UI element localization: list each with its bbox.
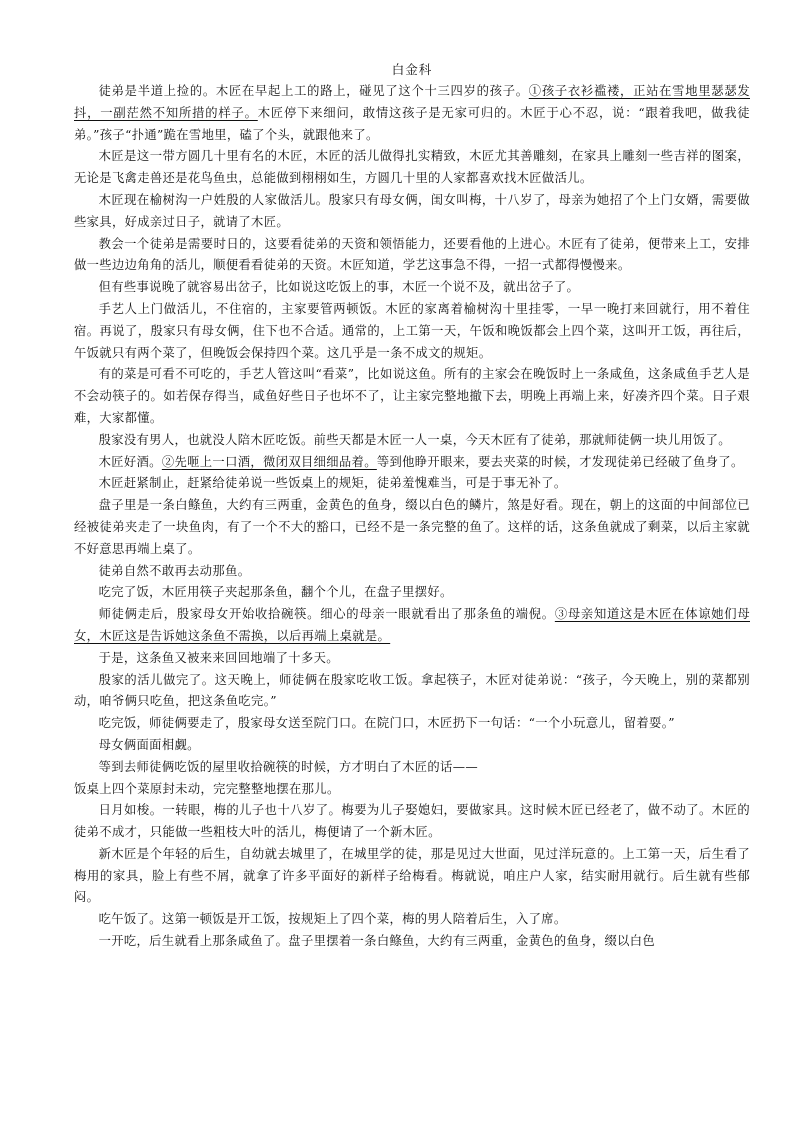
- text-run: 徒弟自然不敢再去动那鱼。: [98, 563, 251, 578]
- underlined-sentence: ③母亲知道这是木匠在体谅她们母女，木匠这是告诉她这条鱼不需换，以后再端上桌就是。: [74, 607, 750, 643]
- paragraph: [74, 364, 750, 429]
- article-title: 白金科: [391, 62, 433, 77]
- text-run: 但有些事说晚了就容易出岔子，比如说这吃饭上的事，木匠一个说不及，就出岔子了。: [98, 280, 580, 295]
- paragraph: [74, 146, 750, 190]
- text-run: 木匠赶紧制止，赶紧给徒弟说一些饭桌上的规矩，徒弟羞愧难当，可是于事无补了。: [98, 476, 567, 491]
- paragraph: [74, 495, 750, 560]
- text-run: 新木匠是个年轻的后生，自幼就去城里了，在城里学的徒，那是见过大世面，见过洋玩意的。上工第一天，后生看了梅用的家具，脸上有些不屑，就拿了许多平面好的新样子给梅看。梅就说，咱庄户人家，结实耐用就行。后生就有些郁闷。: [74, 846, 750, 905]
- text-run: 一开吃，后生就看上那条咸鱼了。盘子里摆着一条白鲦鱼，大约有三两重，金黄色的鱼身，缀以白色: [98, 934, 656, 949]
- text-run: 有的菜是可看不可吃的，手艺人管这叫“看菜”，比如说这鱼。所有的主家会在晚饭时上一条咸鱼，这条咸鱼手艺人是不会动筷子的。如若保存得当，咸鱼好些日子也坏不了，让主家完整地撤下去，明晚上再端上来，好凑齐四个菜。日子艰难，大家都懂。: [74, 367, 750, 425]
- text-run: 等到去师徒俩吃饭的屋里收拾碗筷的时候，方才明白了木匠的话——: [98, 759, 479, 774]
- text-run: 师徒俩走后，殷家母女开始收拾碗筷。细心的母亲一眼就看出了那条鱼的端倪。: [98, 607, 555, 622]
- paragraph: [74, 735, 750, 757]
- paragraph: [74, 452, 750, 474]
- paragraph: [74, 561, 750, 583]
- paragraph: [74, 234, 750, 278]
- underlined-sentence: ②先咂上一口酒，微闭双目细细品着。: [161, 454, 377, 469]
- text-run: 日月如梭。一转眼，梅的儿子也十八岁了。梅要为儿子娶媳妇，要做家具。这时候木匠已经老了，做不动了。木匠的徒弟不成才，只能做一些粗枝大叶的活儿，梅便请了一个新木匠。: [74, 803, 750, 840]
- paragraph: [74, 299, 750, 364]
- text-run: 吃完了饭，木匠用筷子夹起那条鱼，翻个个儿，在盘子里摆好。: [98, 585, 453, 600]
- paragraph: [74, 277, 750, 299]
- paragraph: [74, 81, 750, 146]
- text-run: 木匠是这一带方圆几十里有名的木匠，木匠的活儿做得扎实精致，木匠尤其善雕刻，在家具上雕刻一些吉祥的图案，无论是飞禽走兽还是花鸟鱼虫，总能做到栩栩如生，方圆几十里的人家都喜欢找木匠做活儿。: [74, 149, 750, 186]
- text-run: 木匠好酒。: [98, 454, 162, 469]
- text-run: 吃午饭了。这第一顿饭是开工饭，按规矩上了四个菜，梅的男人陪着后生，入了席。: [98, 912, 567, 927]
- paragraph: [74, 473, 750, 495]
- text-run: 吃完饭，师徒俩要走了，殷家母女送至院门口。在院门口，木匠扔下一句话：“一个小玩意儿，留着耍。”: [98, 716, 675, 731]
- article-body: [74, 81, 750, 953]
- paragraph: [74, 430, 750, 452]
- paragraph: [74, 670, 750, 714]
- text-run: 盘子里是一条白鲦鱼，大约有三两重，金黄色的鱼身，缀以白色的鳞片，煞是好看。现在，朝上的这面的中间部位已经被徒弟夹走了一块鱼肉，有了一个不大的豁口，已经不是一条完整的鱼了。这样的话，这条鱼就成了剩菜，以后主家就不好意思再端上桌了。: [74, 498, 750, 556]
- paragraph: [74, 757, 750, 779]
- paragraph: [74, 713, 750, 735]
- paragraph: [74, 800, 750, 844]
- paragraph: [74, 582, 750, 604]
- text-run: 木匠停下来细问，敢情这孩子是无家可归的。木匠于心不忍，说：“跟着我吧，做我徒弟。”孩子“扑通”跪在雪地里，磕了个头，就跟他来了。: [74, 105, 750, 142]
- text-run: 等到他睁开眼来，要去夹菜的时候，才发现徒弟已经破了鱼身了。: [376, 454, 744, 469]
- text-run: 手艺人上门做活儿，不住宿的，主家要管两顿饭。木匠的家离着榆树沟十里挂零，一早一晚打来回就行，用不着住宿。再说了，殷家只有母女俩，住下也不合适。通常的，上工第一天，午饭和晚饭都会上四个菜，这叫开工饭，再往后，午饭就只有两个菜了，但晚饭会保持四个菜。这几乎是一条不成文的规矩。: [74, 301, 750, 360]
- paragraph: [74, 909, 750, 931]
- text-run: 徒弟是半道上捡的。木匠在早起上工的路上，碰见了这个十三四岁的孩子。: [98, 84, 529, 98]
- text-run: 殷家没有男人，也就没人陪木匠吃饭。前些天都是木匠一人一桌，今天木匠有了徒弟，那就师徒俩一块儿用饭了。: [98, 432, 731, 447]
- text-run: 木匠现在榆树沟一户姓殷的人家做活儿。殷家只有母女俩，闺女叫梅，十八岁了，母亲为她招了个上门女婿，需要做些家具，好成亲过日子，就请了木匠。: [74, 192, 750, 229]
- text-run: 饭桌上四个菜原封未动，完完整整地摆在那儿。: [74, 781, 340, 796]
- text-run: 殷家的活儿做完了。这天晚上，师徒俩在殷家吃收工饭。拿起筷子，木匠对徒弟说：“孩子，今天晚上，别的菜都别动，咱爷俩只吃鱼，把这条鱼吃完。”: [74, 672, 750, 709]
- paragraph: [74, 190, 750, 234]
- text-run: 于是，这条鱼又被来来回回地端了十多天。: [98, 650, 339, 665]
- paragraph: [74, 931, 750, 953]
- text-run: 母女俩面面相觑。: [98, 737, 200, 752]
- paragraph: [74, 604, 750, 648]
- paragraph: [74, 844, 750, 909]
- text-run: 教会一个徒弟是需要时日的，这要看徒弟的天资和领悟能力，还要看他的上进心。木匠有了徒弟，便带来上工，安排做一些边边角角的活儿，顺便看看徒弟的天资。木匠知道，学艺这事急不得，一招一式都得慢慢来。: [74, 236, 750, 273]
- paragraph: [74, 779, 750, 801]
- underlined-sentence: ①孩子衣衫褴褛，正站在雪地里瑟瑟发抖，一副茫然不知所措的样子。: [74, 84, 750, 120]
- paragraph: [74, 648, 750, 670]
